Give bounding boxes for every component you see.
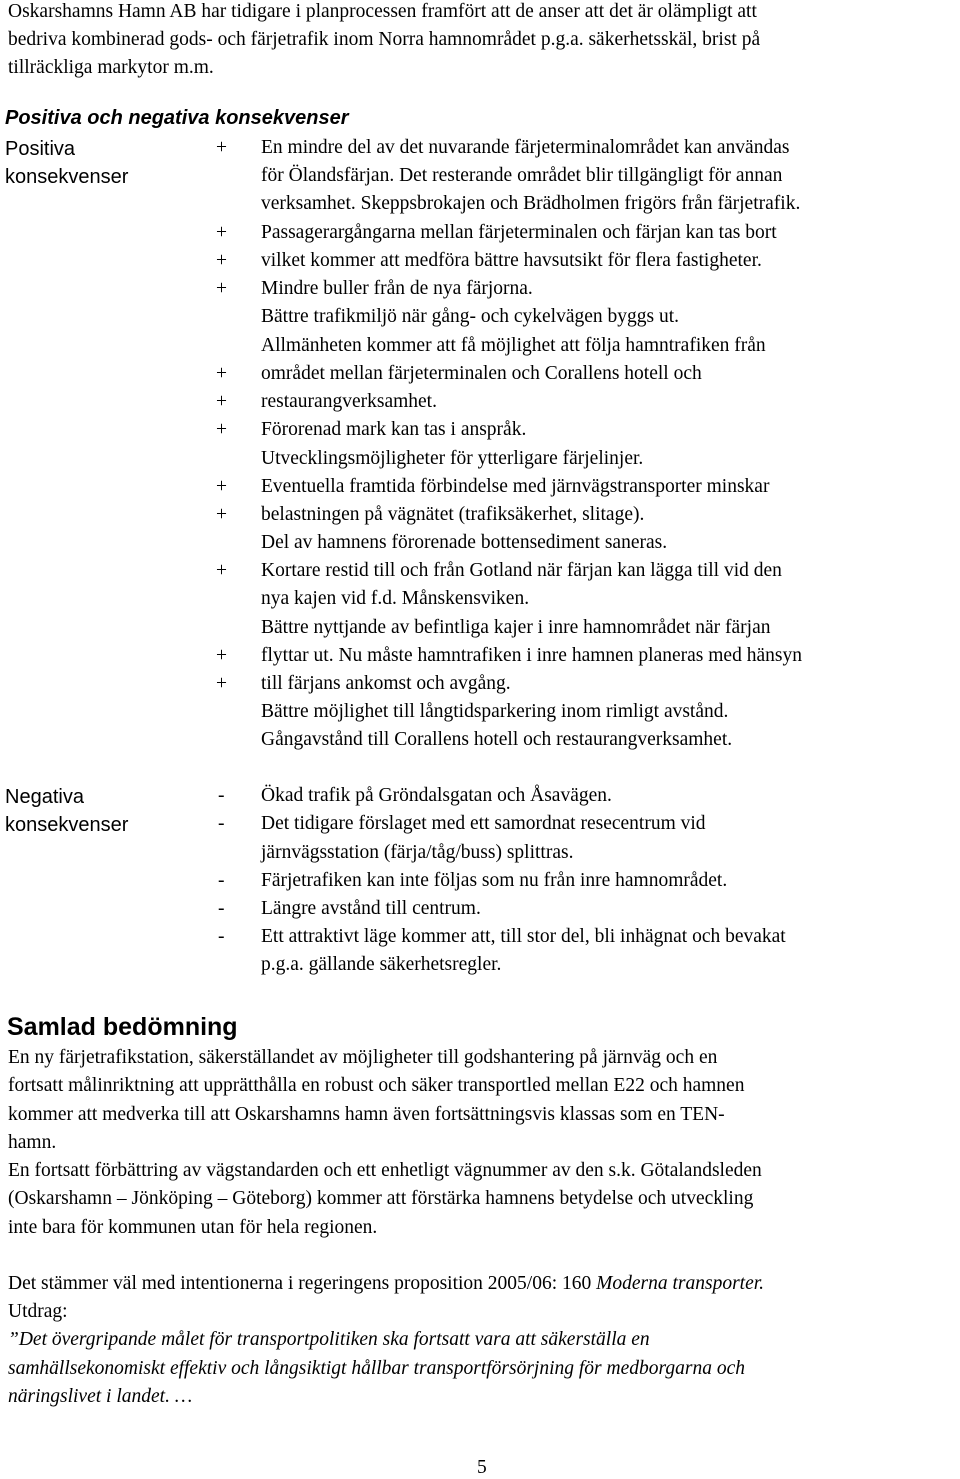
- positive-line: Förorenad mark kan tas i anspråk.: [261, 419, 527, 440]
- positive-line: vilket kommer att medföra bättre havsutsikt för flera fastigheter.: [261, 250, 762, 271]
- negative-line: järnvägsstation (färja/tåg/buss) splittras.: [261, 842, 574, 863]
- negative-label: Negativa: [5, 786, 84, 808]
- summary-line: En fortsatt förbättring av vägstandarden och ett enhetligt vägnummer av den s.k. Götalandsleden: [8, 1160, 762, 1181]
- positive-line: En mindre del av det nuvarande färjeterminalområdet kan användas: [261, 137, 790, 158]
- intro-line: bedriva kombinerad gods- och färjetrafik inom Norra hamnområdet p.g.a. säkerhetsskäl, brist på: [8, 29, 761, 50]
- minus-marker: -: [218, 785, 225, 806]
- positive-line: restaurangverksamhet.: [261, 391, 437, 412]
- plus-marker: +: [216, 504, 227, 525]
- positive-line: nya kajen vid f.d. Månskensviken.: [261, 588, 530, 609]
- intro-line: Oskarshamns Hamn AB har tidigare i planprocessen framfört att de anser att det är olämpligt att: [8, 1, 757, 22]
- positive-line: Passagerargångarna mellan färjeterminalen och färjan kan tas bort: [261, 222, 777, 243]
- positive-line: Del av hamnens förorenade bottensediment saneras.: [261, 532, 668, 553]
- negative-line: Ett attraktivt läge kommer att, till stor del, bli inhägnat och bevakat: [261, 926, 786, 947]
- summary-line: En ny färjetrafikstation, säkerställandet av möjligheter till godshantering på järnväg och en: [8, 1047, 718, 1068]
- positive-line: Allmänheten kommer att få möjlighet att följa hamntrafiken från: [261, 335, 766, 356]
- positive-line: Bättre trafikmiljö när gång- och cykelvägen byggs ut.: [261, 306, 680, 327]
- positive-line: flyttar ut. Nu måste hamntrafiken i inre hamnen planeras med hänsyn: [261, 645, 802, 666]
- minus-marker: -: [218, 870, 225, 891]
- summary-line: (Oskarshamn – Jönköping – Göteborg) kommer att förstärka hamnens betydelse och utveckling: [8, 1188, 754, 1209]
- quote-line: näringslivet i landet. …: [8, 1386, 193, 1407]
- section-heading: Positiva och negativa konsekvenser: [5, 107, 349, 129]
- plus-marker: +: [216, 363, 227, 384]
- negative-line: Längre avstånd till centrum.: [261, 898, 481, 919]
- plus-marker: +: [216, 278, 227, 299]
- quote-line: ”Det övergripande målet för transportpolitiken ska fortsatt vara att säkerställa en: [8, 1329, 650, 1350]
- summary-line: kommer att medverka till att Oskarshamns hamn även fortsättningsvis klassas som en TEN-: [8, 1104, 725, 1125]
- proposition-text: Det stämmer väl med intentionerna i regeringens proposition 2005/06: 160: [8, 1273, 597, 1294]
- plus-marker: +: [216, 673, 227, 694]
- summary-line: inte bara för kommunen utan för hela regionen.: [8, 1217, 378, 1238]
- positive-line: för Ölandsfärjan. Det resterande området blir tillgängligt för annan: [261, 165, 783, 186]
- minus-marker: -: [218, 813, 225, 834]
- positive-line: till färjans ankomst och avgång.: [261, 673, 511, 694]
- negative-line: Färjetrafiken kan inte följas som nu från inre hamnområdet.: [261, 870, 728, 891]
- negative-line: p.g.a. gällande säkerhetsregler.: [261, 954, 502, 975]
- positive-line: området mellan färjeterminalen och Corallens hotell och: [261, 363, 702, 384]
- excerpt-label: Utdrag:: [8, 1301, 68, 1322]
- intro-line: tillräckliga markytor m.m.: [8, 57, 214, 78]
- plus-marker: +: [216, 137, 227, 158]
- negative-line: Det tidigare förslaget med ett samordnat resecentrum vid: [261, 813, 706, 834]
- positive-line: Bättre nyttjande av befintliga kajer i inre hamnområdet när färjan: [261, 617, 771, 638]
- summary-line: hamn.: [8, 1132, 57, 1153]
- positive-label: konsekvenser: [5, 166, 129, 188]
- positive-line: verksamhet. Skeppsbrokajen och Brädholmen frigörs från färjetrafik.: [261, 193, 801, 214]
- proposition-line: [8, 1273, 764, 1295]
- quote-line: samhällsekonomiskt effektiv och långsiktigt hållbar transportförsörjning för medborgarna och: [8, 1358, 745, 1379]
- positive-line: Mindre buller från de nya färjorna.: [261, 278, 533, 299]
- proposition-title: Moderna transporter.: [596, 1273, 765, 1294]
- page-number: 5: [477, 1457, 487, 1478]
- minus-marker: -: [218, 926, 225, 947]
- positive-line: Bättre möjlighet till långtidsparkering inom rimligt avstånd.: [261, 701, 729, 722]
- negative-label: konsekvenser: [5, 814, 129, 836]
- plus-marker: +: [216, 645, 227, 666]
- positive-line: Gångavstånd till Corallens hotell och restaurangverksamhet.: [261, 729, 733, 750]
- minus-marker: -: [218, 898, 225, 919]
- plus-marker: +: [216, 560, 227, 581]
- plus-marker: +: [216, 419, 227, 440]
- plus-marker: +: [216, 476, 227, 497]
- positive-line: belastningen på vägnätet (trafiksäkerhet, slitage).: [261, 504, 645, 525]
- summary-heading: Samlad bedömning: [7, 1013, 238, 1041]
- positive-line: Eventuella framtida förbindelse med järnvägstransporter minskar: [261, 476, 770, 497]
- positive-line: Utvecklingsmöjligheter för ytterligare färjelinjer.: [261, 448, 644, 469]
- negative-line: Ökad trafik på Gröndalsgatan och Åsavägen.: [261, 785, 612, 806]
- plus-marker: +: [216, 250, 227, 271]
- positive-label: Positiva: [5, 138, 76, 160]
- summary-line: fortsatt målinriktning att upprätthålla en robust och säker transportled mellan E22 och hamnen: [8, 1075, 745, 1096]
- plus-marker: +: [216, 222, 227, 243]
- plus-marker: +: [216, 391, 227, 412]
- positive-line: Kortare restid till och från Gotland när färjan kan lägga till vid den: [261, 560, 782, 581]
